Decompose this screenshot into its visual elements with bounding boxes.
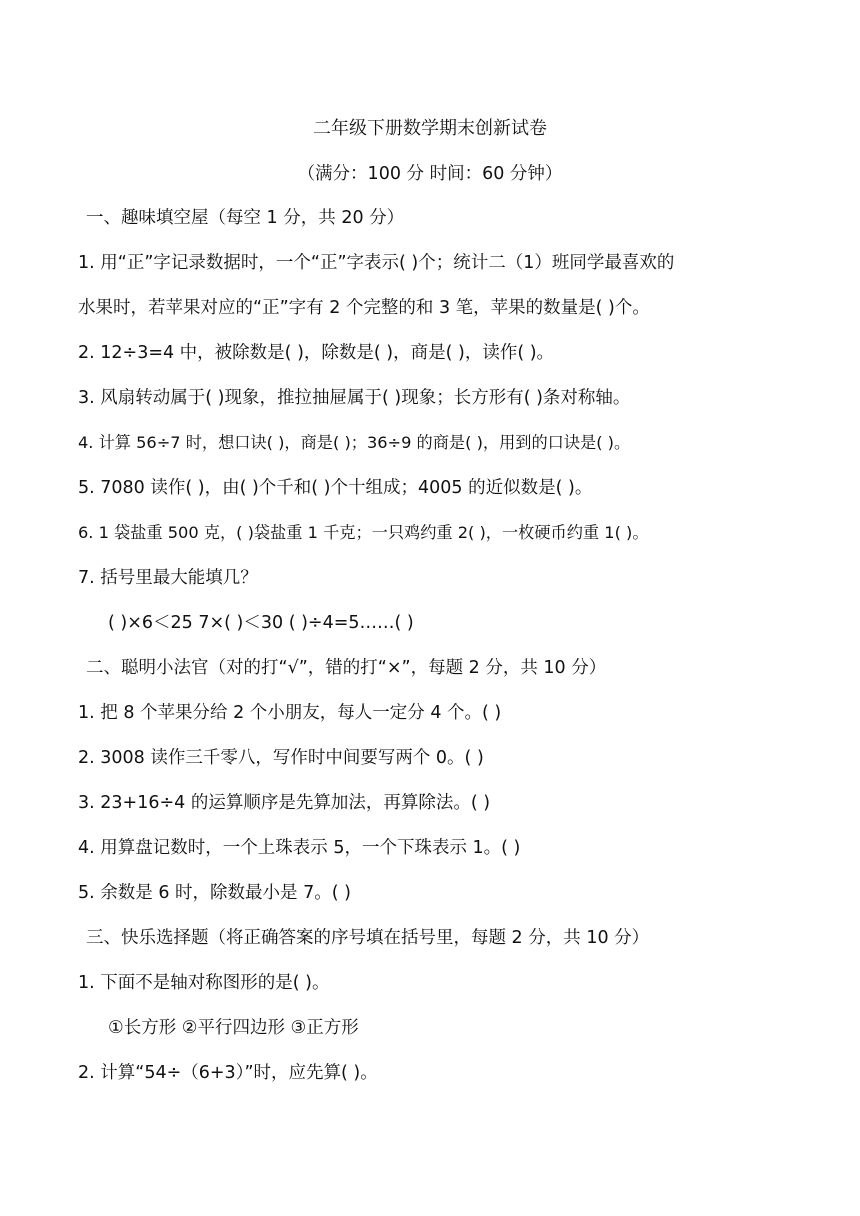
- q2-1: 1. 把 8 个苹果分给 2 个小朋友，每人一定分 4 个。( ): [78, 703, 502, 723]
- q1-3: 3. 风扇转动属于( )现象，推拉抽屉属于( )现象；长方形有( )条对称轴。: [78, 388, 631, 408]
- q1-4: 4. 计算 56÷7 时，想口诀( )，商是( )；36÷9 的商是( )，用到的口诀是( )。: [78, 433, 631, 452]
- q2-5: 5. 余数是 6 时，除数最小是 7。( ): [78, 883, 351, 903]
- q1-5: 5. 7080 读作( )，由( )个千和( )个十组成；4005 的近似数是( )。: [78, 478, 593, 498]
- q1-7-blanks: ( )×6＜25 7×( )＜30 ( )÷4=5……( ): [108, 613, 414, 633]
- q3-2: 2. 计算“54÷（6+3）”时，应先算( )。: [78, 1063, 378, 1083]
- q3-1: 1. 下面不是轴对称图形的是( )。: [78, 973, 330, 993]
- q1-1-line-1: 1. 用“正”字记录数据时，一个“正”字表示( )个；统计二（1）班同学最喜欢的: [78, 253, 675, 273]
- section-2-heading: 二、聪明小法官（对的打“√”，错的打“×”，每题 2 分，共 10 分）: [86, 658, 607, 678]
- q1-1-line-2: 水果时，若苹果对应的“正”字有 2 个完整的和 3 笔，苹果的数量是( )个。: [78, 298, 650, 318]
- exam-title: 二年级下册数学期末创新试卷: [313, 118, 547, 139]
- section-3-heading: 三、快乐选择题（将正确答案的序号填在括号里，每题 2 分，共 10 分）: [86, 928, 650, 948]
- q2-2: 2. 3008 读作三千零八，写作时中间要写两个 0。( ): [78, 748, 484, 768]
- exam-subtitle: （满分：100 分 时间：60 分钟）: [297, 164, 563, 184]
- q2-4: 4. 用算盘记数时，一个上珠表示 5，一个下珠表示 1。( ): [78, 838, 521, 858]
- q1-6: 6. 1 袋盐重 500 克，( )袋盐重 1 千克；一只鸡约重 2( )，一枚硬币约重 1( )。: [78, 523, 649, 542]
- section-1-heading: 一、趣味填空屋（每空 1 分，共 20 分）: [86, 208, 405, 228]
- q1-2: 2. 12÷3=4 中，被除数是( )，除数是( )，商是( )，读作( )。: [78, 343, 555, 363]
- q3-1-options: ①长方形 ②平行四边形 ③正方形: [108, 1018, 359, 1038]
- q1-7: 7. 括号里最大能填几？: [78, 568, 258, 588]
- q2-3: 3. 23+16÷4 的运算顺序是先算加法，再算除法。( ): [78, 793, 491, 813]
